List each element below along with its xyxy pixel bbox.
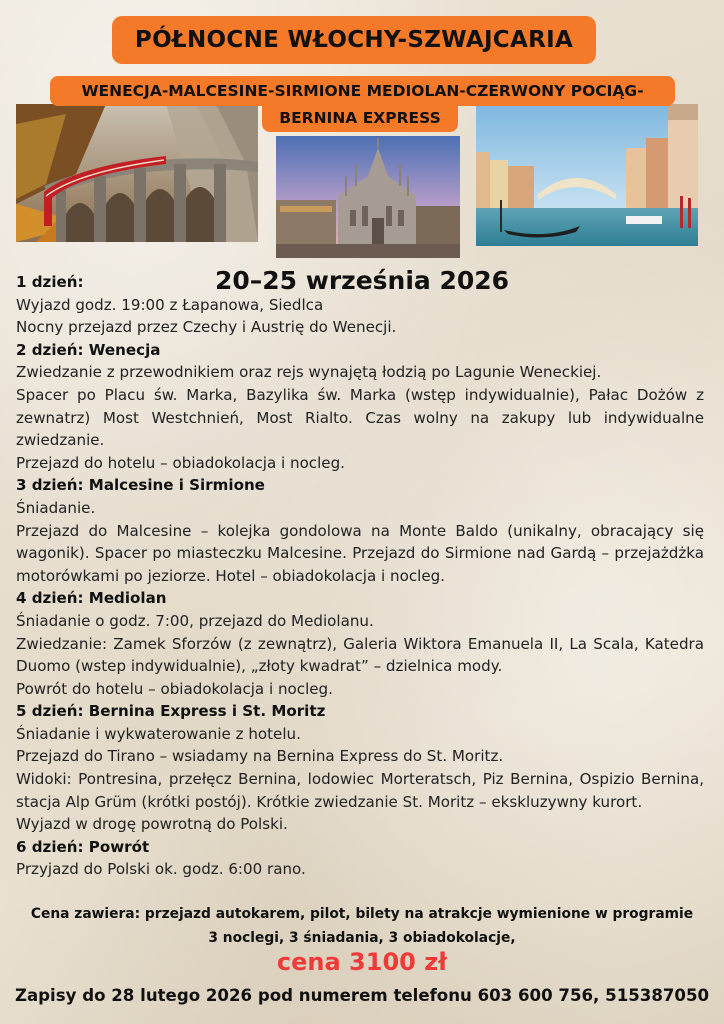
- day5-line2: Przejazd do Tirano – wsiadamy na Bernina Express do St. Moritz.: [16, 747, 504, 766]
- title-banner: PÓŁNOCNE WŁOCHY-SZWAJCARIA: [112, 16, 596, 64]
- day4-heading: 4 dzień: Mediolan: [16, 589, 167, 608]
- day2-heading: 2 dzień: Wenecja: [16, 340, 161, 359]
- day1-heading: 1 dzień:: [16, 273, 84, 291]
- day5-line4: Wyjazd w drogę powrotną do Polski.: [16, 815, 288, 834]
- day4-line3: Powrót do hotelu – obiadokolacja i nocleg.: [16, 679, 333, 698]
- signup-info: Zapisy do 28 lutego 2026 pod numerem telefonu 603 600 756, 515387050: [14, 986, 710, 1005]
- day1-line1: Wyjazd godz. 19:00 z Łapanowa, Siedlca: [16, 295, 324, 314]
- price-includes-line2: 3 noclegi, 3 śniadania, 3 obiadokolacje,: [208, 930, 516, 946]
- day3-line1: Śniadanie.: [16, 498, 96, 517]
- day4-line1: Śniadanie o godz. 7:00, przejazd do Mediolanu.: [16, 611, 374, 630]
- day2-line1: Zwiedzanie z przewodnikiem oraz rejs wynajętą łodzią po Lagunie Weneckiej.: [16, 363, 602, 382]
- day3-heading: 3 dzień: Malcesine i Sirmione: [16, 476, 265, 495]
- day3-line2: Przejazd do Malcesine – kolejka gondolowa na Monte Baldo (unikalny, obracający się wagonik). Spacer po miasteczku Malcesine. Przejazd do Sirmione nad Gardą – przejażdżka motorówkami po jeziorze. Hotel – obiadokolacja i nocleg.: [16, 521, 704, 585]
- day6-line1: Przyjazd do Polski ok. godz. 6:00 rano.: [16, 860, 306, 879]
- day2-line3: Przejazd do hotelu – obiadokolacja i nocleg.: [16, 453, 345, 472]
- day5-line1: Śniadanie i wykwaterowanie z hotelu.: [16, 724, 301, 743]
- price-includes-line1: Cena zawiera: przejazd autokarem, pilot, bilety na atrakcje wymienione w programie: [30, 906, 694, 922]
- venice-canal-photo: [476, 104, 698, 246]
- day5-heading: 5 dzień: Bernina Express i St. Moritz: [16, 702, 326, 721]
- trip-date: 20–25 września 2026: [214, 266, 510, 295]
- day4-line2: Zwiedzanie: Zamek Sforzów (z zewnątrz), Galeria Wiktora Emanuela II, La Scala, Katedra Duomo (wstep indywidualnie), „złoty kwadrat” – dzielnica mody.: [16, 634, 704, 676]
- price: cena 3100 zł: [276, 948, 448, 976]
- day2-line2: Spacer po Placu św. Marka, Bazylika św. Marka (wstęp indywidualnie), Pałac Dożów z zewnatrz) Most Westchnień, Most Rialto. Czas wolny na zakupy lub indywidualne zwiedzanie.: [16, 385, 704, 450]
- milan-duomo-photo: [276, 136, 460, 258]
- trip-program: [16, 271, 704, 881]
- route-banner-continued: BERNINA EXPRESS: [262, 104, 458, 132]
- bernina-express-photo: [16, 104, 258, 242]
- day1-line2: Nocny przejazd przez Czechy i Austrię do Wenecji.: [16, 318, 397, 337]
- route-banner: WENECJA-MALCESINE-SIRMIONE MEDIOLAN-CZERWONY POCIĄG-: [50, 76, 675, 106]
- day5-line3: Widoki: Pontresina, przełęcz Bernina, lodowiec Morteratsch, Piz Bernina, Ospizio Bernina, stacja Alp Grüm (krótki postój). Krótkie zwiedzanie St. Moritz – ekskluzywny kurort.: [16, 770, 704, 811]
- day6-heading: 6 dzień: Powrót: [16, 837, 150, 856]
